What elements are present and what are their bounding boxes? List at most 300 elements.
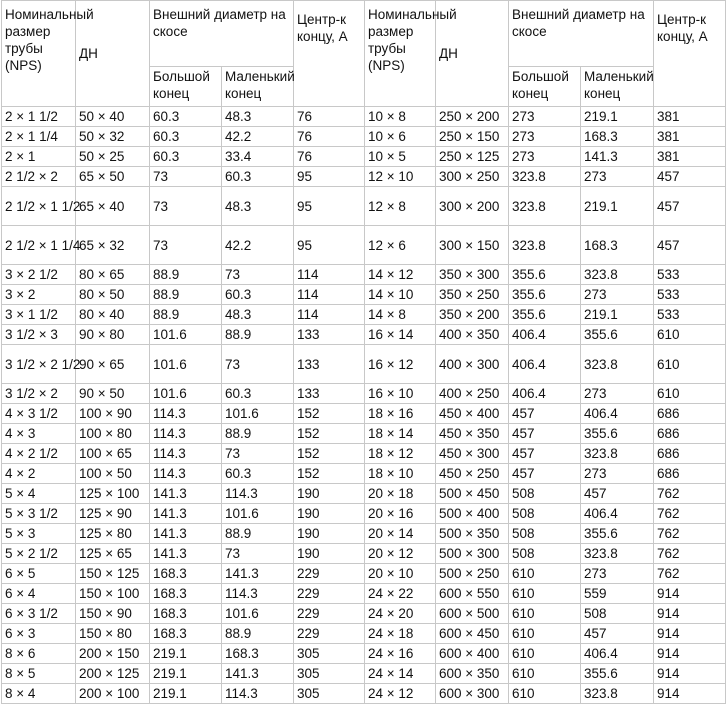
- header-center-to-end: Центр-к концу, А: [294, 1, 365, 107]
- cell-center-to-end-right: 914: [654, 604, 726, 624]
- cell-dn: 90 × 80: [76, 325, 150, 345]
- cell-nps-right: 10 × 5: [365, 147, 436, 167]
- cell-od-small-right: 457: [581, 484, 654, 504]
- cell-dn-right: 500 × 250: [436, 564, 509, 584]
- cell-center-to-end-right: 381: [654, 147, 726, 167]
- cell-od-small-right: 219.1: [581, 187, 654, 226]
- cell-od-small-right: 323.8: [581, 544, 654, 564]
- cell-od-large-right: 610: [509, 564, 581, 584]
- header-nps: Номинальный размер трубы (NPS): [2, 1, 76, 107]
- header-od-large: Большой конец: [150, 67, 222, 107]
- header-center-to-end-right: Центр-к концу, А: [654, 1, 726, 107]
- table-row: [2, 424, 726, 444]
- cell-od-large-right: 508: [509, 524, 581, 544]
- cell-od-large: 141.3: [150, 484, 222, 504]
- cell-center-to-end: 76: [294, 107, 365, 127]
- cell-dn: 125 × 80: [76, 524, 150, 544]
- cell-nps-right: 24 × 12: [365, 684, 436, 704]
- cell-od-large: 141.3: [150, 544, 222, 564]
- header-dn-right: ДН: [436, 1, 509, 107]
- cell-center-to-end: 95: [294, 187, 365, 226]
- table-row: [2, 107, 726, 127]
- cell-center-to-end: 229: [294, 604, 365, 624]
- cell-od-large-right: 508: [509, 544, 581, 564]
- cell-center-to-end-right: 686: [654, 464, 726, 484]
- cell-dn: 80 × 65: [76, 265, 150, 285]
- cell-dn: 90 × 65: [76, 345, 150, 384]
- cell-od-small: 141.3: [222, 564, 294, 584]
- cell-nps: 5 × 3: [2, 524, 76, 544]
- cell-center-to-end: 152: [294, 424, 365, 444]
- cell-od-large-right: 457: [509, 404, 581, 424]
- cell-dn-right: 350 × 300: [436, 265, 509, 285]
- cell-center-to-end-right: 686: [654, 404, 726, 424]
- cell-dn: 90 × 50: [76, 384, 150, 404]
- cell-dn-right: 500 × 350: [436, 524, 509, 544]
- cell-dn-right: 400 × 300: [436, 345, 509, 384]
- cell-center-to-end: 152: [294, 444, 365, 464]
- cell-od-large: 114.3: [150, 464, 222, 484]
- cell-center-to-end: 95: [294, 167, 365, 187]
- cell-center-to-end-right: 533: [654, 285, 726, 305]
- cell-nps: 4 × 2: [2, 464, 76, 484]
- cell-dn: 80 × 40: [76, 305, 150, 325]
- cell-od-large-right: 323.8: [509, 167, 581, 187]
- cell-od-small: 60.3: [222, 167, 294, 187]
- cell-od-small: 73: [222, 345, 294, 384]
- cell-nps: 3 × 2 1/2: [2, 265, 76, 285]
- cell-od-large: 168.3: [150, 624, 222, 644]
- cell-center-to-end: 114: [294, 285, 365, 305]
- table-row: [2, 684, 726, 704]
- cell-nps: 8 × 5: [2, 664, 76, 684]
- table-row: [2, 226, 726, 265]
- cell-od-large: 88.9: [150, 305, 222, 325]
- cell-od-large: 168.3: [150, 564, 222, 584]
- cell-od-small: 114.3: [222, 684, 294, 704]
- cell-dn: 65 × 50: [76, 167, 150, 187]
- cell-dn-right: 600 × 350: [436, 664, 509, 684]
- table-row: [2, 504, 726, 524]
- cell-nps-right: 20 × 14: [365, 524, 436, 544]
- cell-od-large-right: 323.8: [509, 226, 581, 265]
- cell-nps: 4 × 2 1/2: [2, 444, 76, 464]
- cell-dn-right: 250 × 125: [436, 147, 509, 167]
- cell-center-to-end: 114: [294, 265, 365, 285]
- cell-center-to-end-right: 381: [654, 127, 726, 147]
- cell-od-large: 88.9: [150, 285, 222, 305]
- cell-center-to-end: 229: [294, 564, 365, 584]
- cell-nps: 3 × 1 1/2: [2, 305, 76, 325]
- cell-od-large: 114.3: [150, 424, 222, 444]
- cell-dn-right: 450 × 400: [436, 404, 509, 424]
- cell-dn: 150 × 80: [76, 624, 150, 644]
- table-row: [2, 604, 726, 624]
- cell-dn-right: 450 × 300: [436, 444, 509, 464]
- cell-od-large-right: 323.8: [509, 187, 581, 226]
- cell-center-to-end: 95: [294, 226, 365, 265]
- cell-nps-right: 16 × 12: [365, 345, 436, 384]
- cell-od-large-right: 355.6: [509, 265, 581, 285]
- cell-od-large-right: 406.4: [509, 384, 581, 404]
- cell-center-to-end-right: 762: [654, 524, 726, 544]
- cell-od-small: 33.4: [222, 147, 294, 167]
- cell-dn-right: 500 × 300: [436, 544, 509, 564]
- cell-od-large: 168.3: [150, 584, 222, 604]
- cell-dn: 100 × 65: [76, 444, 150, 464]
- cell-nps: 2 1/2 × 2: [2, 167, 76, 187]
- cell-dn: 100 × 50: [76, 464, 150, 484]
- cell-od-small: 114.3: [222, 584, 294, 604]
- cell-nps: 3 1/2 × 2: [2, 384, 76, 404]
- cell-center-to-end-right: 914: [654, 624, 726, 644]
- cell-center-to-end-right: 914: [654, 684, 726, 704]
- cell-od-small: 101.6: [222, 604, 294, 624]
- cell-od-small: 101.6: [222, 504, 294, 524]
- cell-od-small: 48.3: [222, 107, 294, 127]
- cell-od-small: 42.2: [222, 127, 294, 147]
- cell-od-small-right: 273: [581, 564, 654, 584]
- cell-od-small: 60.3: [222, 384, 294, 404]
- cell-center-to-end-right: 533: [654, 265, 726, 285]
- table-row: [2, 147, 726, 167]
- cell-nps: 8 × 6: [2, 644, 76, 664]
- cell-dn-right: 600 × 450: [436, 624, 509, 644]
- cell-nps-right: 14 × 10: [365, 285, 436, 305]
- table-row: [2, 127, 726, 147]
- cell-nps-right: 24 × 20: [365, 604, 436, 624]
- cell-center-to-end-right: 914: [654, 584, 726, 604]
- cell-od-large-right: 508: [509, 484, 581, 504]
- cell-center-to-end-right: 610: [654, 325, 726, 345]
- cell-od-large: 141.3: [150, 504, 222, 524]
- cell-od-large: 219.1: [150, 644, 222, 664]
- cell-od-large-right: 355.6: [509, 285, 581, 305]
- cell-dn-right: 350 × 200: [436, 305, 509, 325]
- cell-od-small: 88.9: [222, 524, 294, 544]
- cell-nps: 2 × 1 1/2: [2, 107, 76, 127]
- cell-od-small-right: 219.1: [581, 107, 654, 127]
- cell-center-to-end-right: 914: [654, 644, 726, 664]
- cell-dn: 50 × 32: [76, 127, 150, 147]
- cell-od-small-right: 273: [581, 167, 654, 187]
- cell-center-to-end-right: 762: [654, 544, 726, 564]
- cell-od-small-right: 559: [581, 584, 654, 604]
- cell-center-to-end: 76: [294, 147, 365, 167]
- cell-od-small: 42.2: [222, 226, 294, 265]
- cell-od-large-right: 457: [509, 444, 581, 464]
- cell-od-small-right: 355.6: [581, 664, 654, 684]
- cell-dn: 100 × 80: [76, 424, 150, 444]
- table-row: [2, 484, 726, 504]
- cell-od-large-right: 610: [509, 664, 581, 684]
- cell-od-small-right: 406.4: [581, 644, 654, 664]
- table-row: [2, 624, 726, 644]
- cell-od-small-right: 273: [581, 285, 654, 305]
- cell-center-to-end: 133: [294, 345, 365, 384]
- cell-dn: 80 × 50: [76, 285, 150, 305]
- cell-od-large-right: 610: [509, 684, 581, 704]
- table-row: [2, 544, 726, 564]
- cell-nps-right: 18 × 16: [365, 404, 436, 424]
- cell-od-large: 101.6: [150, 325, 222, 345]
- cell-od-small-right: 406.4: [581, 504, 654, 524]
- cell-center-to-end-right: 762: [654, 484, 726, 504]
- cell-od-large: 73: [150, 167, 222, 187]
- cell-od-small: 73: [222, 265, 294, 285]
- cell-dn-right: 600 × 400: [436, 644, 509, 664]
- cell-dn: 125 × 65: [76, 544, 150, 564]
- cell-od-large: 141.3: [150, 524, 222, 544]
- cell-dn-right: 500 × 400: [436, 504, 509, 524]
- header-od-group: Внешний диаметр на скосе: [150, 1, 294, 67]
- cell-center-to-end-right: 457: [654, 187, 726, 226]
- cell-dn: 200 × 100: [76, 684, 150, 704]
- table-row: [2, 305, 726, 325]
- table-row: [2, 464, 726, 484]
- cell-od-large-right: 610: [509, 624, 581, 644]
- cell-nps-right: 20 × 10: [365, 564, 436, 584]
- cell-od-large: 114.3: [150, 404, 222, 424]
- cell-od-small: 88.9: [222, 624, 294, 644]
- cell-od-large: 168.3: [150, 604, 222, 624]
- cell-od-small-right: 457: [581, 624, 654, 644]
- cell-nps-right: 20 × 16: [365, 504, 436, 524]
- cell-nps: 2 × 1: [2, 147, 76, 167]
- cell-od-large: 219.1: [150, 684, 222, 704]
- cell-nps-right: 24 × 16: [365, 644, 436, 664]
- cell-nps-right: 18 × 12: [365, 444, 436, 464]
- cell-od-small-right: 323.8: [581, 265, 654, 285]
- cell-center-to-end: 133: [294, 325, 365, 345]
- cell-od-small-right: 141.3: [581, 147, 654, 167]
- cell-od-small: 88.9: [222, 424, 294, 444]
- cell-od-large-right: 406.4: [509, 345, 581, 384]
- header-od-large-right: Большой конец: [509, 67, 581, 107]
- cell-dn-right: 300 × 150: [436, 226, 509, 265]
- cell-center-to-end: 305: [294, 664, 365, 684]
- cell-od-large-right: 273: [509, 127, 581, 147]
- cell-od-small: 114.3: [222, 484, 294, 504]
- cell-od-large: 114.3: [150, 444, 222, 464]
- cell-center-to-end: 152: [294, 464, 365, 484]
- cell-nps: 6 × 3: [2, 624, 76, 644]
- cell-center-to-end-right: 762: [654, 504, 726, 524]
- cell-od-large-right: 610: [509, 584, 581, 604]
- cell-od-large-right: 406.4: [509, 325, 581, 345]
- cell-nps: 4 × 3 1/2: [2, 404, 76, 424]
- cell-nps: 6 × 3 1/2: [2, 604, 76, 624]
- header-od-small-right: Маленький конец: [581, 67, 654, 107]
- cell-dn: 150 × 90: [76, 604, 150, 624]
- cell-nps-right: 14 × 12: [365, 265, 436, 285]
- table-body: [2, 107, 726, 704]
- cell-dn: 200 × 150: [76, 644, 150, 664]
- table-row: [2, 564, 726, 584]
- cell-nps-right: 18 × 10: [365, 464, 436, 484]
- cell-od-large: 60.3: [150, 107, 222, 127]
- cell-od-small: 48.3: [222, 187, 294, 226]
- cell-od-small-right: 168.3: [581, 226, 654, 265]
- cell-od-small: 48.3: [222, 305, 294, 325]
- cell-dn-right: 600 × 500: [436, 604, 509, 624]
- cell-nps: 5 × 3 1/2: [2, 504, 76, 524]
- cell-dn: 100 × 90: [76, 404, 150, 424]
- cell-od-small-right: 323.8: [581, 444, 654, 464]
- cell-od-large-right: 273: [509, 147, 581, 167]
- cell-od-small-right: 355.6: [581, 325, 654, 345]
- cell-nps: 4 × 3: [2, 424, 76, 444]
- cell-od-small-right: 273: [581, 384, 654, 404]
- cell-dn-right: 250 × 200: [436, 107, 509, 127]
- header-row: [2, 1, 726, 67]
- cell-center-to-end: 190: [294, 524, 365, 544]
- cell-dn-right: 600 × 300: [436, 684, 509, 704]
- cell-nps: 5 × 4: [2, 484, 76, 504]
- cell-nps-right: 20 × 18: [365, 484, 436, 504]
- cell-dn-right: 600 × 550: [436, 584, 509, 604]
- table-row: [2, 384, 726, 404]
- cell-od-small: 60.3: [222, 285, 294, 305]
- cell-center-to-end: 229: [294, 584, 365, 604]
- cell-od-large-right: 273: [509, 107, 581, 127]
- cell-od-large: 73: [150, 226, 222, 265]
- cell-dn-right: 250 × 150: [436, 127, 509, 147]
- cell-od-small: 101.6: [222, 404, 294, 424]
- cell-od-large: 88.9: [150, 265, 222, 285]
- cell-od-large: 73: [150, 187, 222, 226]
- cell-nps-right: 12 × 6: [365, 226, 436, 265]
- table-row: [2, 444, 726, 464]
- cell-dn-right: 300 × 200: [436, 187, 509, 226]
- cell-dn: 65 × 32: [76, 226, 150, 265]
- table-row: [2, 167, 726, 187]
- table-row: [2, 664, 726, 684]
- cell-center-to-end: 305: [294, 644, 365, 664]
- table-row: [2, 584, 726, 604]
- cell-od-large-right: 457: [509, 464, 581, 484]
- cell-nps-right: 10 × 8: [365, 107, 436, 127]
- cell-od-small-right: 168.3: [581, 127, 654, 147]
- cell-nps-right: 10 × 6: [365, 127, 436, 147]
- cell-center-to-end-right: 914: [654, 664, 726, 684]
- cell-nps-right: 20 × 12: [365, 544, 436, 564]
- cell-od-large: 101.6: [150, 384, 222, 404]
- cell-od-small-right: 355.6: [581, 424, 654, 444]
- cell-dn: 50 × 40: [76, 107, 150, 127]
- cell-od-small: 168.3: [222, 644, 294, 664]
- cell-center-to-end: 114: [294, 305, 365, 325]
- cell-center-to-end: 190: [294, 504, 365, 524]
- header-nps-right: Номинальный размер трубы (NPS): [365, 1, 436, 107]
- table-row: [2, 404, 726, 424]
- cell-nps: 2 1/2 × 1 1/2: [2, 187, 76, 226]
- header-od-small: Маленький конец: [222, 67, 294, 107]
- cell-center-to-end-right: 457: [654, 167, 726, 187]
- cell-center-to-end-right: 457: [654, 226, 726, 265]
- cell-center-to-end-right: 762: [654, 564, 726, 584]
- cell-dn-right: 400 × 250: [436, 384, 509, 404]
- cell-od-small: 88.9: [222, 325, 294, 345]
- cell-nps-right: 18 × 14: [365, 424, 436, 444]
- cell-center-to-end: 229: [294, 624, 365, 644]
- cell-od-small-right: 355.6: [581, 524, 654, 544]
- cell-nps: 3 1/2 × 3: [2, 325, 76, 345]
- cell-od-large: 60.3: [150, 127, 222, 147]
- table-row: [2, 345, 726, 384]
- cell-center-to-end-right: 533: [654, 305, 726, 325]
- cell-dn: 65 × 40: [76, 187, 150, 226]
- cell-nps-right: 24 × 22: [365, 584, 436, 604]
- table-row: [2, 187, 726, 226]
- cell-nps-right: 12 × 8: [365, 187, 436, 226]
- cell-od-small-right: 323.8: [581, 684, 654, 704]
- cell-od-large: 60.3: [150, 147, 222, 167]
- cell-nps-right: 16 × 14: [365, 325, 436, 345]
- cell-center-to-end-right: 686: [654, 444, 726, 464]
- cell-dn: 125 × 90: [76, 504, 150, 524]
- cell-nps-right: 12 × 10: [365, 167, 436, 187]
- cell-center-to-end: 133: [294, 384, 365, 404]
- cell-od-small-right: 219.1: [581, 305, 654, 325]
- cell-od-small-right: 508: [581, 604, 654, 624]
- cell-nps: 3 1/2 × 2 1/2: [2, 345, 76, 384]
- cell-od-small: 141.3: [222, 664, 294, 684]
- header-od-group-right: Внешний диаметр на скосе: [509, 1, 654, 67]
- table-row: [2, 285, 726, 305]
- cell-od-large: 219.1: [150, 664, 222, 684]
- cell-od-large-right: 355.6: [509, 305, 581, 325]
- cell-od-large-right: 610: [509, 604, 581, 624]
- cell-nps-right: 16 × 10: [365, 384, 436, 404]
- cell-od-large-right: 457: [509, 424, 581, 444]
- table-row: [2, 265, 726, 285]
- cell-dn-right: 450 × 250: [436, 464, 509, 484]
- cell-dn: 125 × 100: [76, 484, 150, 504]
- cell-nps: 6 × 4: [2, 584, 76, 604]
- cell-nps: 8 × 4: [2, 684, 76, 704]
- cell-od-large-right: 610: [509, 644, 581, 664]
- cell-center-to-end: 152: [294, 404, 365, 424]
- cell-od-small: 60.3: [222, 464, 294, 484]
- cell-center-to-end: 76: [294, 127, 365, 147]
- cell-nps: 5 × 2 1/2: [2, 544, 76, 564]
- cell-center-to-end-right: 381: [654, 107, 726, 127]
- cell-center-to-end: 190: [294, 484, 365, 504]
- table-row: [2, 325, 726, 345]
- table-row: [2, 524, 726, 544]
- cell-od-small-right: 406.4: [581, 404, 654, 424]
- cell-dn: 150 × 100: [76, 584, 150, 604]
- cell-center-to-end: 305: [294, 684, 365, 704]
- cell-center-to-end-right: 610: [654, 384, 726, 404]
- cell-od-small: 73: [222, 444, 294, 464]
- cell-dn: 50 × 25: [76, 147, 150, 167]
- cell-nps: 2 1/2 × 1 1/4: [2, 226, 76, 265]
- table-row: [2, 644, 726, 664]
- cell-nps: 2 × 1 1/4: [2, 127, 76, 147]
- cell-od-large-right: 508: [509, 504, 581, 524]
- cell-dn: 200 × 125: [76, 664, 150, 684]
- cell-dn-right: 500 × 450: [436, 484, 509, 504]
- cell-nps: 3 × 2: [2, 285, 76, 305]
- cell-nps-right: 24 × 18: [365, 624, 436, 644]
- cell-od-small-right: 273: [581, 464, 654, 484]
- cell-center-to-end-right: 610: [654, 345, 726, 384]
- reducer-dimensions-table: [1, 0, 726, 704]
- cell-dn-right: 350 × 250: [436, 285, 509, 305]
- cell-nps-right: 24 × 14: [365, 664, 436, 684]
